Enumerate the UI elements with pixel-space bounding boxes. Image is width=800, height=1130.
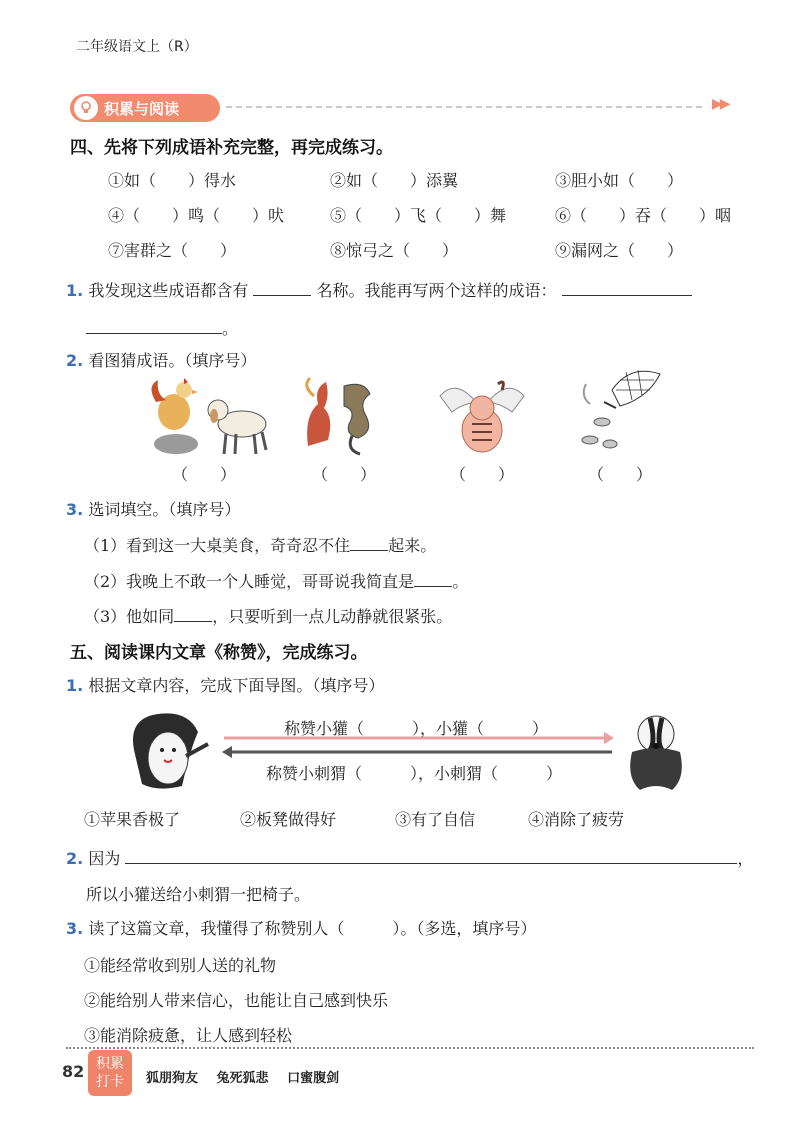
idiom-item: ⑤（ ）飞（ ）舞: [330, 206, 507, 225]
badge-line-1: 积累: [96, 1056, 124, 1072]
answer-blank[interactable]: [350, 536, 388, 551]
badger-picture: [622, 712, 690, 792]
option-item: ①苹果香极了: [84, 810, 181, 829]
fill-sentence: [84, 533, 436, 556]
q5-s2-text-b: ，: [737, 849, 754, 868]
idiom-item: ①如（ ）得水: [108, 171, 237, 190]
footer-idiom: 口蜜腹剑: [287, 1071, 340, 1086]
fill-sentence-b: 起来。: [388, 536, 437, 555]
section-label: 积累与阅读: [104, 99, 180, 118]
q4-s1-end: 。: [222, 319, 239, 338]
answer-blank[interactable]: [562, 281, 692, 296]
badge-line-2: 打卡: [96, 1074, 124, 1090]
picture-answer-paren[interactable]: （ ）: [588, 465, 653, 484]
idiom-item: ⑦害群之（ ）: [108, 241, 237, 260]
question-number: 3.: [66, 919, 84, 938]
idiom-item: ⑨漏网之（ ）: [555, 241, 684, 260]
q4-s3-text: 选词填空。（填序号）: [88, 500, 241, 519]
answer-blank[interactable]: [253, 281, 311, 296]
q4-s1-text-b: 名称。我能再写两个这样的成语：: [316, 281, 557, 300]
lightbulb-icon: [74, 96, 98, 120]
q4-s2-line: [66, 348, 256, 371]
idiom-item: ⑥（ ）吞（ ）咽: [555, 206, 732, 225]
fishing-net-picture: [576, 360, 668, 456]
q5-s2-line2: 所以小獾送给小刺猬一把椅子。: [86, 885, 311, 904]
answer-blank[interactable]: [174, 607, 212, 622]
question-number: 2.: [66, 849, 84, 868]
idiom-item: ③胆小如（ ）: [555, 171, 684, 190]
idiom-item: ④（ ）鸣（ ）吠: [108, 206, 285, 225]
diagram-bottom-label: 称赞小刺猬（ ），小刺猬（ ）: [266, 764, 563, 783]
question-number: 2.: [66, 351, 84, 370]
q5-s2-text-a: 因为: [88, 849, 121, 868]
q5-s1-text: 根据文章内容，完成下面导图。（填序号）: [88, 676, 385, 695]
fill-sentence-a: （1）看到这一大桌美食，奇奇忍不住: [84, 536, 351, 555]
q4-s3-line: [66, 497, 240, 520]
q4-s1-line2: [86, 316, 238, 339]
q5-title: 五、阅读课内文章《称赞》，完成练习。: [70, 643, 368, 663]
question-number: 3.: [66, 500, 84, 519]
rooster-dog-picture: [144, 372, 274, 458]
hedgehog-picture: [128, 710, 214, 794]
diagram-top-label: 称赞小獾（ ），小獾（ ）: [284, 719, 549, 738]
idiom-item: ②如（ ）添翼: [330, 171, 459, 190]
fill-sentence-b: 。: [452, 572, 469, 591]
q5-s2-line: [66, 846, 753, 869]
question-number: 1.: [66, 281, 84, 300]
q5-s3-text: 读了这篇文章，我懂得了称赞别人（ ）。（多选，填序号）: [88, 919, 537, 938]
footer-idiom: 狐朋狗友: [146, 1071, 199, 1086]
phoenix-dragon-picture: [300, 376, 384, 458]
fill-sentence-b: ，只要听到一点儿动静就很紧张。: [212, 607, 453, 626]
fill-sentence: [84, 604, 452, 627]
page-number: 82: [62, 1062, 85, 1081]
page-header-title: 二年级语文上（R）: [76, 39, 198, 55]
option-item: ②板凳做得好: [240, 810, 337, 829]
option-item: ④消除了疲劳: [528, 810, 625, 829]
footer-idiom: 兔死狐悲: [216, 1071, 269, 1086]
section-pill: [70, 94, 220, 122]
double-arrow-icon: ▶▶: [712, 96, 728, 112]
daily-card-badge: [88, 1050, 132, 1096]
fill-sentence: [84, 569, 468, 592]
q5-s1-line: [66, 673, 384, 696]
q5-s3-line: [66, 916, 536, 939]
q4-s1-text-a: 我发现这些成语都含有: [88, 281, 249, 300]
footer-divider: [66, 1047, 754, 1049]
answer-blank[interactable]: [414, 572, 452, 587]
answer-blank[interactable]: [86, 319, 222, 334]
divider: [226, 106, 702, 108]
question-number: 1.: [66, 676, 84, 695]
q4-s2-text: 看图猜成语。（填序号）: [88, 351, 257, 370]
idiom-item: ⑧惊弓之（ ）: [330, 241, 459, 260]
picture-answer-paren[interactable]: （ ）: [172, 465, 237, 484]
choice-item: ①能经常收到别人送的礼物: [84, 956, 277, 975]
winged-tiger-picture: [432, 374, 532, 460]
answer-blank[interactable]: [125, 849, 737, 864]
fill-sentence-a: （3）他如同: [84, 607, 175, 626]
picture-answer-paren[interactable]: （ ）: [450, 465, 515, 484]
footer-idioms: [146, 1067, 353, 1086]
choice-item: ②能给别人带来信心，也能让自己感到快乐: [84, 991, 389, 1010]
option-item: ③有了自信: [395, 810, 476, 829]
q4-title: 四、先将下列成语补充完整，再完成练习。: [70, 138, 393, 158]
q4-s1-line: [66, 278, 756, 301]
fill-sentence-a: （2）我晚上不敢一个人睡觉，哥哥说我简直是: [84, 572, 415, 591]
picture-answer-paren[interactable]: （ ）: [312, 465, 377, 484]
choice-item: ③能消除疲惫，让人感到轻松: [84, 1026, 293, 1045]
